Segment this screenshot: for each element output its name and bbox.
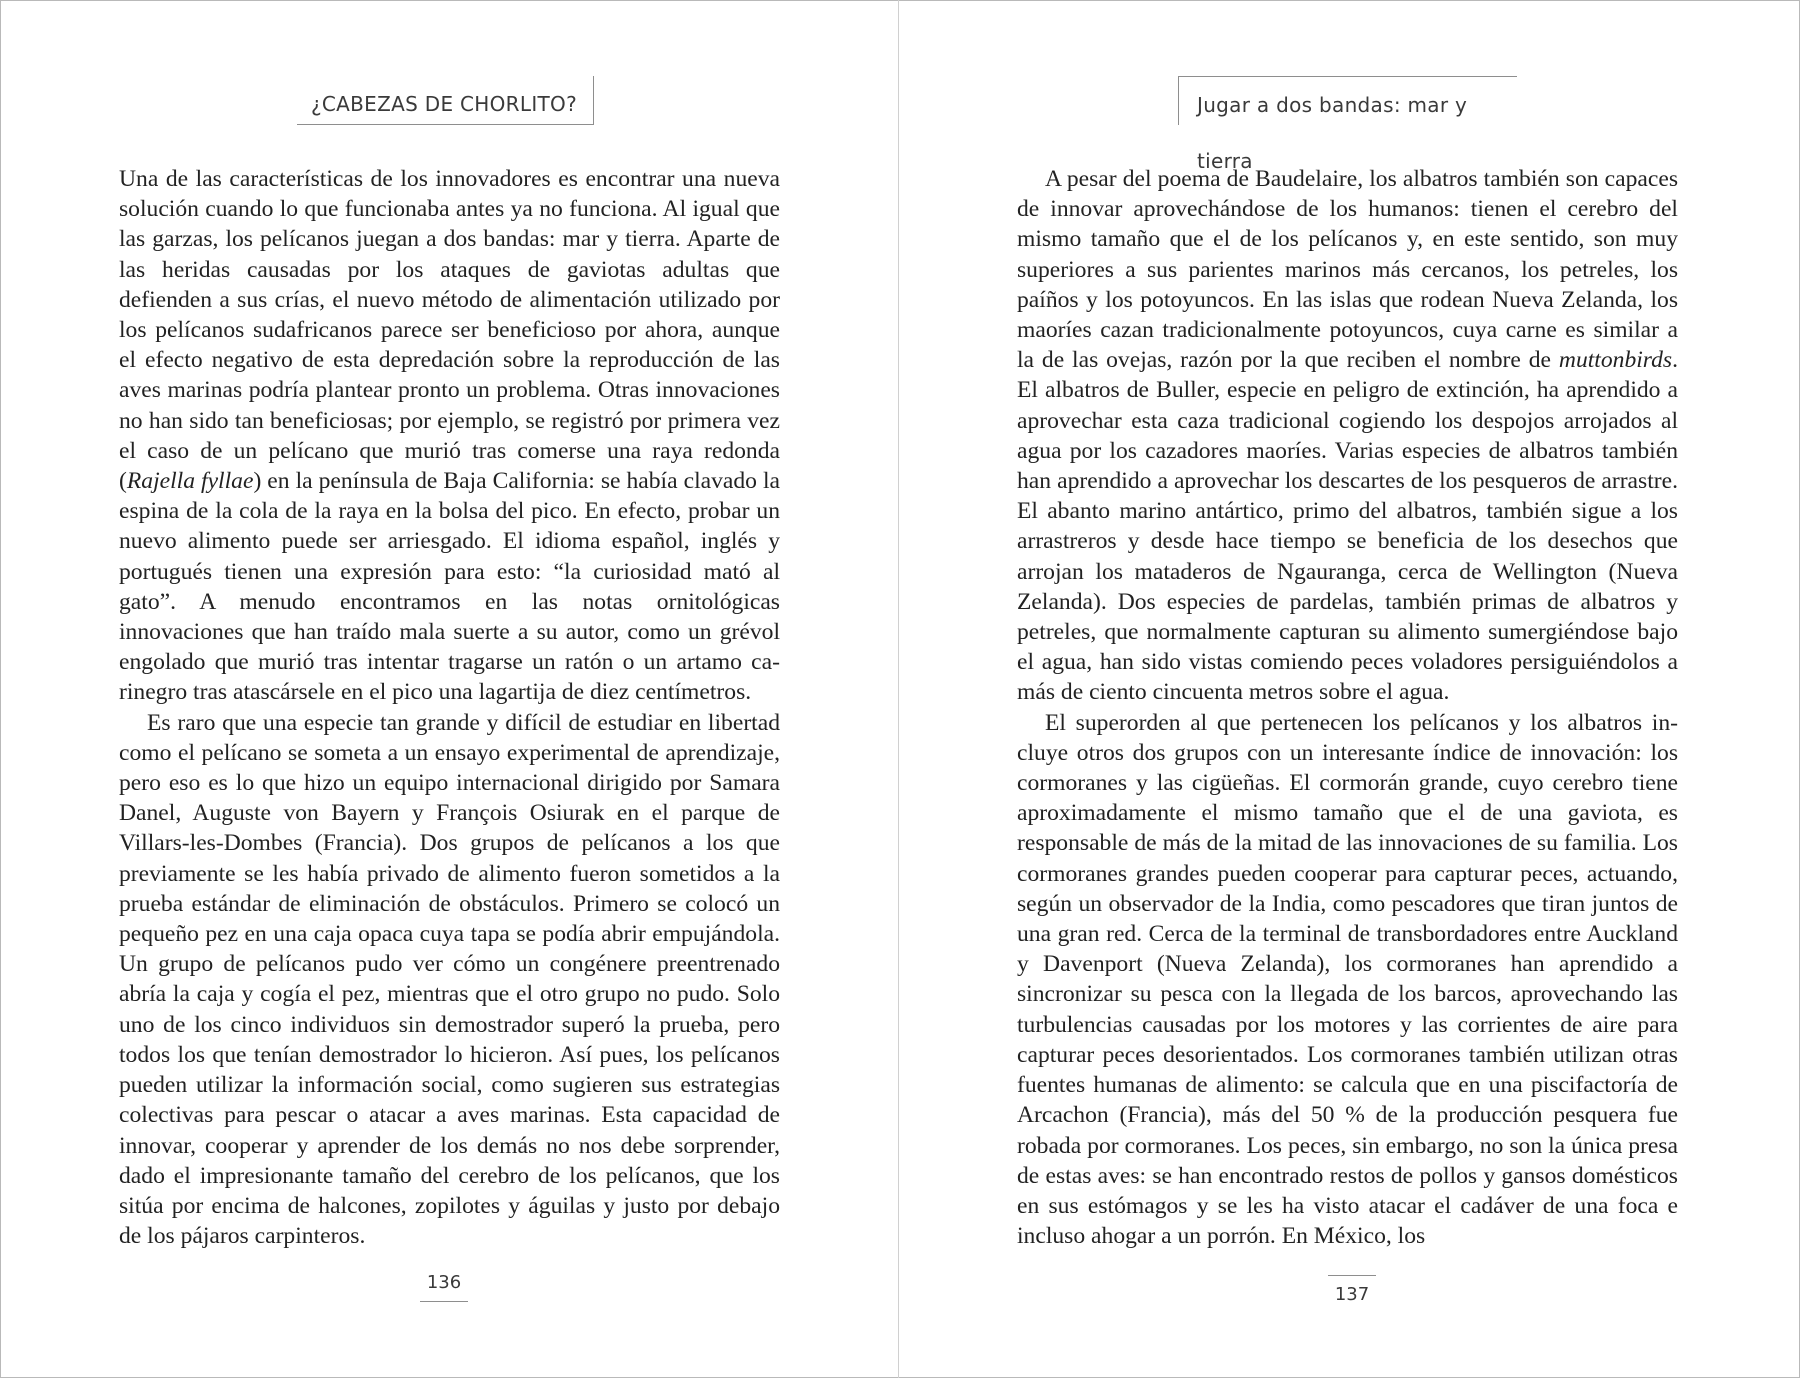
paragraph: [1017, 708, 1678, 1252]
paragraph-text: . El albatros de Buller, especie en peligro de extinción, ha aprendido a aprovechar esta caza tradicional cogiendo los despojos arrojados al agua por los cazadores maoríes. Varias especies de albatros también han aprendido a aprovechar los descartes de los pesqueros de arrastre. El abanto marino antártico, primo del albatros, también sigue a los arrastreros y desde hace tiempo se beneficia de los desechos que arrojan los mataderos de Ngauranga, cerca de Wellington (Nueva Zelanda). Dos especies de pardelas, también primas de albatros y petreles, que normalmente capturan su alimento sumergiéndose bajo el agua, han sido vistas comiendo peces voladores persiguiéndolos a más de ciento cincuenta metros sobre el agua.: [1017, 347, 1678, 706]
left-page: [0, 0, 898, 1378]
page-number-right: 137: [1328, 1275, 1376, 1305]
running-head-left: ¿CABEZAS DE CHORLITO?: [297, 76, 594, 125]
paragraph: [119, 708, 780, 1252]
species-name-italic: Rajella fyllae: [126, 468, 254, 495]
paragraph-text: A pesar del poema de Baudelaire, los albatros también son capaces de innovar aprovechándose de los humanos: tienen el cerebro del mismo tamaño que el de los pelícanos y, en este sentido, son muy superiores a sus parientes marinos más cercanos, los petreles, los paíños y los potoyuncos. En las islas que rodean Nueva Zelanda, los maoríes cazan tradicionalmente potoyuncos, cuya carne es similar a la de las ovejas, razón por la que reciben el nombre de: [1017, 166, 1678, 374]
left-page-body: [119, 164, 780, 1251]
term-italic: muttonbirds: [1558, 347, 1673, 374]
paragraph-text: Una de las características de los innovadores es encontrar una nueva solución cuando lo que funcionaba antes ya no funciona. Al igual que las garzas, los pelícanos juegan a dos bandas: mar y tierra. Aparte de las heridas causadas por los ataques de gaviotas adultas que defienden a sus crías, el nuevo método de alimentación utilizado por los pelícanos sudafricanos parece ser beneficioso por ahora, aunque el efecto negativo de esta depredación sobre la reproducción de las aves marinas podría plantear pronto un problema. Otras innovaciones no han sido tan beneficiosas; por ejemplo, se registró por primera vez el caso de un pelícano que murió tras comerse una raya redonda (: [119, 166, 780, 495]
running-head-right: Jugar a dos bandas: mar y tierra: [1178, 76, 1517, 125]
page-number-left: 136: [420, 1272, 468, 1302]
right-page: [899, 0, 1797, 1378]
paragraph-text: El superorden al que pertenecen los pelícanos y los albatros incluye otros dos grupos con un interesante índice de innovación: los cormoranes y las cigüeñas. El cormorán grande, cuyo cerebro tiene aproximadamente el mismo tamaño que el de una gaviota, es responsable de más de la mitad de las innovaciones de su familia. Los cormoranes grandes pueden cooperar para capturar peces, actuando, según un observador de la India, como pescadores que tiran juntos de una gran red. Cerca de la terminal de transbordadores entre Auckland y Davenport (Nueva Zelanda), los cormoranes han aprendido a sincronizar su pesca con la llegada de los barcos, aprovechando las turbulencias causadas por los motores y las corrientes de aire para capturar peces desorientados. Los cormoranes también utilizan otras fuentes humanas de alimento: se calcula que en una piscifactoría de Arcachon (Francia), más del 50 % de la producción pesquera fue robada por cormoranes. Los peces, sin embargo, no son la única presa de estas aves: se han encontrado restos de pollos y gansos domésticos en sus estómagos y se les ha visto atacar el cadáver de una foca e incluso ahogar a un porrón. En México, los: [1017, 709, 1678, 1250]
paragraph-text: ) en la península de Baja California: se había clavado la espina de la cola de la raya en la bolsa del pico. En efecto, probar un nuevo alimento puede ser arriesgado. El idioma español, inglés y portugués tienen una expresión para esto: “la curiosidad mató al gato”. A menudo encontramos en las notas ornitológicas innovaciones que han traído mala suerte a su autor, como un grévol engolado que murió tras intentar tragarse un ratón o un artamo carinegro tras atascársele en el pico una lagartija de diez centímetros.: [119, 468, 780, 706]
right-page-body: [1017, 164, 1678, 1251]
paragraph: [119, 164, 780, 708]
paragraph-text: Es raro que una especie tan grande y difícil de estudiar en libertad como el pelícano se someta a un ensayo experimental de aprendizaje, pero eso es lo que hizo un equipo internacional dirigido por Samara Danel, Auguste von Bayern y François Osiurak en el parque de Villars-les-Dombes (Francia). Dos grupos de pelícanos a los que previamente se les había privado de alimento fueron sometidos a la prueba estándar de eliminación de obstáculos. Primero se colocó un pequeño pez en una caja opaca cuya tapa se podía abrir empujándola. Un grupo de pelícanos pudo ver cómo un congénere preentrenado abría la caja y cogía el pez, mientras que el otro grupo no pudo. Solo uno de los cinco individuos sin demostrador superó la prueba, pero todos los que tenían demostrador lo hicieron. Así pues, los pelícanos pueden utilizar la información social, como sugieren sus estrategias colectivas para pescar o atacar a aves marinas. Esta capacidad de innovar, cooperar y aprender de los demás no nos debe sorprender, dado el impresionante tamaño del cerebro de los pelícanos, que los sitúa por encima de halcones, zopilotes y águilas y justo por debajo de los pájaros carpinteros.: [119, 709, 780, 1250]
paragraph: [1017, 164, 1678, 708]
